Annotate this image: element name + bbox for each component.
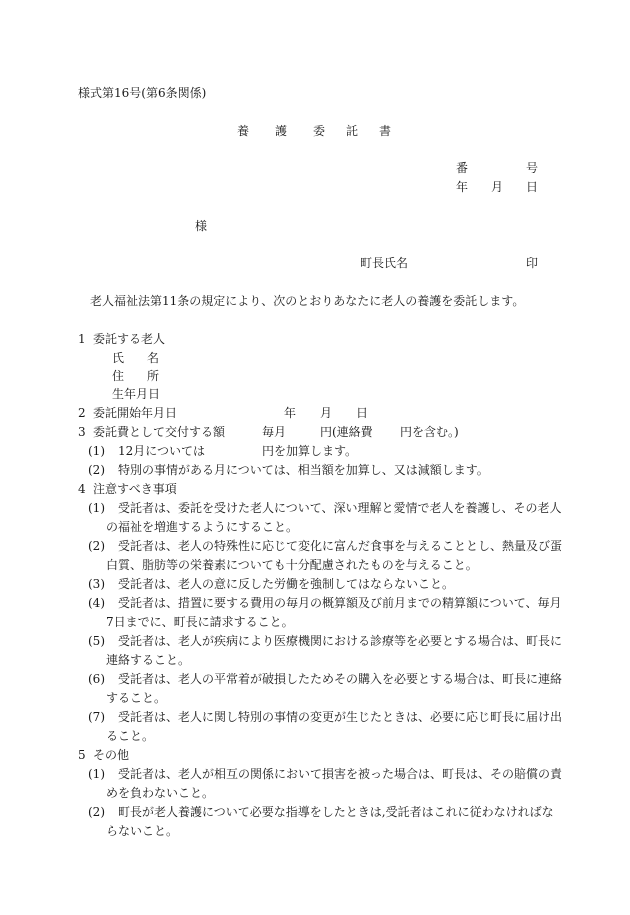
item-text: 特別の事情がある月については、相当額を加算し、又は減額します。 xyxy=(118,463,489,477)
item-number: (1) xyxy=(88,501,105,515)
item-number: (7) xyxy=(88,710,105,724)
month-label: 月 xyxy=(491,180,504,194)
number-line xyxy=(0,160,630,176)
item-number: (2) xyxy=(88,539,105,553)
seal-mark: 印 xyxy=(526,256,539,270)
monthly-fee xyxy=(0,424,630,440)
monthly-label: 毎月 xyxy=(262,425,287,439)
issue-date xyxy=(0,179,630,195)
item-text: 受託者は、委託を受けた老人について、深い理解と愛情で老人を養護し、その老人 xyxy=(118,501,562,515)
item-number: (3) xyxy=(88,577,105,591)
section-title: 委託開始年月日 xyxy=(93,406,178,420)
title-char: 護 xyxy=(275,124,288,138)
field-name xyxy=(0,350,630,366)
field-char: 名 xyxy=(147,351,160,365)
item-text: 町長が老人養護について必要な指導をしたときは,受託者はこれに従わなければな xyxy=(118,805,554,819)
day-label: 日 xyxy=(526,180,539,194)
section-title: 委託する老人 xyxy=(93,332,166,346)
section-title: 委託費として交付する額 xyxy=(93,425,226,439)
title-char: 委 xyxy=(313,124,326,138)
section-title: その他 xyxy=(93,748,130,762)
item-text-continued: ること。 xyxy=(106,729,155,743)
item-text: 受託者は、老人の平常着が破損したためその購入を必要とする場合は、町長に連絡 xyxy=(118,672,563,686)
item-text-continued: すること。 xyxy=(106,691,167,705)
title-char: 養 xyxy=(237,124,250,138)
item-text-continued: 白質、脂肪等の栄養素についても十分配慮されたものを与えること。 xyxy=(106,558,478,572)
item-text: 円を加算します。 xyxy=(262,444,358,458)
item-text-continued: の福祉を増進するようにすること。 xyxy=(106,520,299,534)
month-label: 月 xyxy=(320,406,333,420)
item-text-continued: めを負わないこと。 xyxy=(106,786,215,800)
item-text-continued: らないこと。 xyxy=(106,824,179,838)
addressee-suffix: 様 xyxy=(195,219,208,233)
start-date xyxy=(0,405,630,421)
title-char: 書 xyxy=(379,124,392,138)
item-text: 受託者は、老人の特殊性に応じて変化に富んだ食事を与えることとし、熱量及び蛋 xyxy=(118,539,563,553)
document-title xyxy=(0,123,630,141)
item-number: (2) xyxy=(88,805,105,819)
item-number: (4) xyxy=(88,596,105,610)
item-text-continued: 連絡すること。 xyxy=(106,653,191,667)
item-number: (6) xyxy=(88,672,105,686)
item-text: 受託者は、老人の意に反した労働を強制してはならないこと。 xyxy=(118,577,455,591)
section-number: 5 xyxy=(78,748,86,762)
item-text: 受託者は、老人が相互の関係において損害を被った場合は、町長は、その賠償の責 xyxy=(118,767,563,781)
item-text: 12月については xyxy=(118,444,206,458)
field-char: 氏 xyxy=(112,351,125,365)
item-number: (2) xyxy=(88,463,105,477)
section-number: 4 xyxy=(78,482,86,496)
section-number: 3 xyxy=(78,425,86,439)
year-label: 年 xyxy=(284,406,297,420)
item-text: 受託者は、老人が疾病により医療機関における診療等を必要とする場合は、町長に xyxy=(118,634,563,648)
number-label: 番 xyxy=(456,161,469,175)
field-address xyxy=(0,368,630,384)
form-label: 様式第16号(第6条関係) xyxy=(78,86,207,100)
yen-contact-label: 円(連絡費 xyxy=(320,425,373,439)
number-suffix: 号 xyxy=(526,161,539,175)
yen-included-label: 円を含む。) xyxy=(400,425,459,439)
signer-line xyxy=(0,255,630,271)
title-char: 託 xyxy=(346,124,359,138)
item-number: (1) xyxy=(88,767,105,781)
intro-text: 老人福祉法第11条の規定により、次のとおりあなたに老人の養護を委託します。 xyxy=(90,294,525,308)
field-char: 所 xyxy=(147,369,160,383)
year-label: 年 xyxy=(456,180,469,194)
section-number: 1 xyxy=(78,332,86,346)
signer-label: 町長氏名 xyxy=(360,256,409,270)
item-text: 受託者は、老人に関し特別の事情の変更が生じたときは、必要に応じ町長に届け出 xyxy=(118,710,563,724)
item-number: (5) xyxy=(88,634,105,648)
item-number: (1) xyxy=(88,444,105,458)
item-text: 受託者は、措置に要する費用の毎月の概算額及び前月までの精算額について、毎月 xyxy=(118,596,562,610)
section-title: 注意すべき事項 xyxy=(93,482,177,496)
field-char: 住 xyxy=(112,369,125,383)
day-label: 日 xyxy=(356,406,369,420)
item-text-continued: 7日までに、町長に請求すること。 xyxy=(106,615,294,629)
section-number: 2 xyxy=(78,406,86,420)
field-birthdate: 生年月日 xyxy=(112,387,161,401)
